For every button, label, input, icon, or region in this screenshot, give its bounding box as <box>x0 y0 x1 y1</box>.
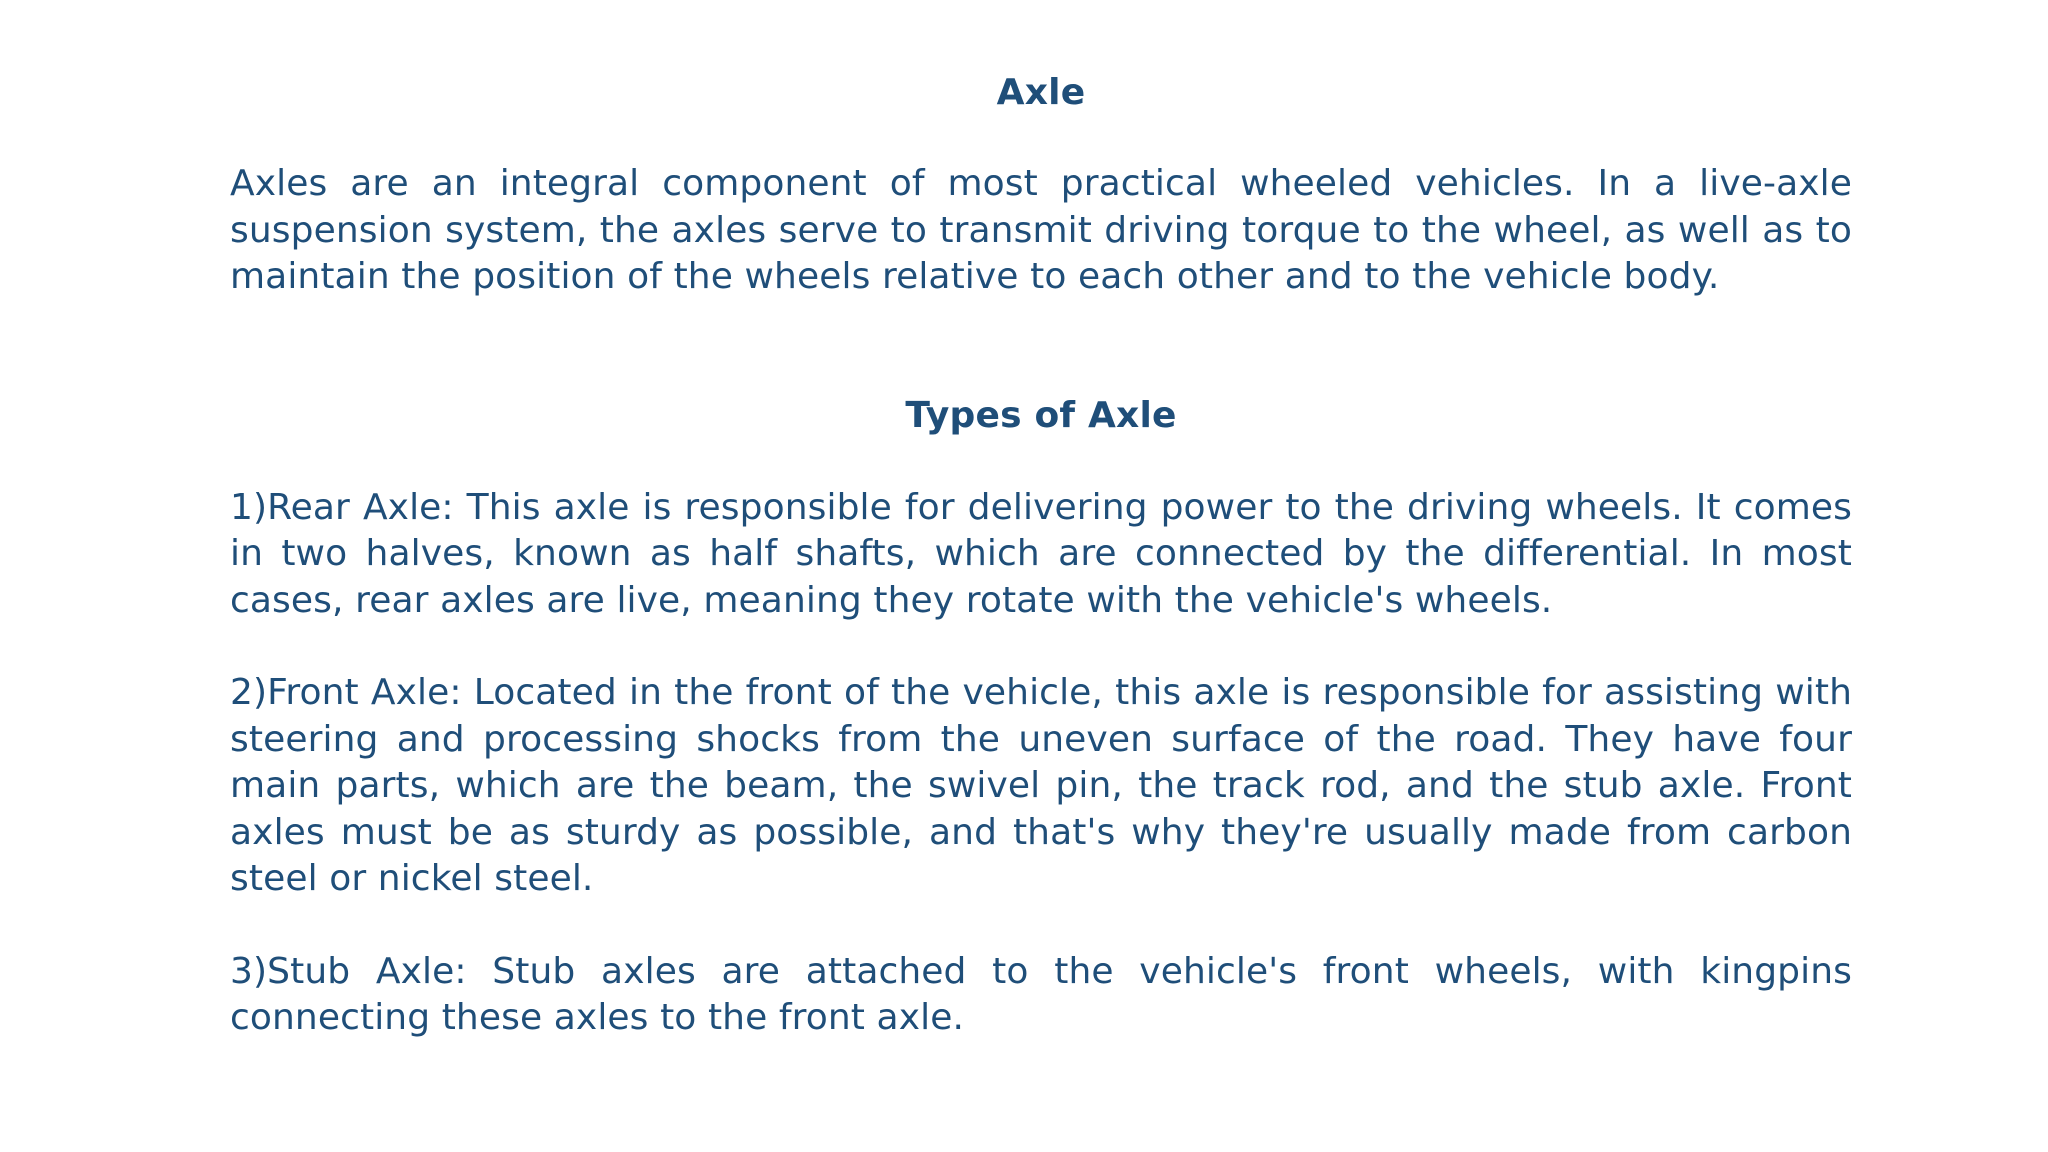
intro-paragraph: Axles are an integral component of most practical wheeled vehicles. In a live-axle suspension system, the axles serve to transmit driving torque to the wheel, as well as to maintain the position of the wheels relative to each other and to the vehicle body. <box>230 163 1852 297</box>
page-title: Axle <box>996 72 1086 113</box>
types-heading: Types of Axle <box>905 394 1177 436</box>
type-item-stub-axle: 3)Stub Axle: Stub axles are attached to the vehicle's front wheels, with kingpins connecting these axles to the front axle. <box>230 950 1852 1038</box>
type-item-front-axle: 2)Front Axle: Located in the front of the vehicle, this axle is responsible for assisting with steering and processing shocks from the uneven surface of the road. They have four main parts, which are the beam, the swivel pin, the track rod, and the stub axle. Front axles must be as sturdy as possible, and that's why they're usually made from carbon steel or nickel steel. <box>230 672 1852 899</box>
type-item-rear-axle: 1)Rear Axle: This axle is responsible for delivering power to the driving wheels. It comes in two halves, known as half shafts, which are connected by the differential. In most cases, rear axles are live, meaning they rotate with the vehicle's wheels. <box>230 486 1852 621</box>
document-body <box>230 70 1852 1042</box>
